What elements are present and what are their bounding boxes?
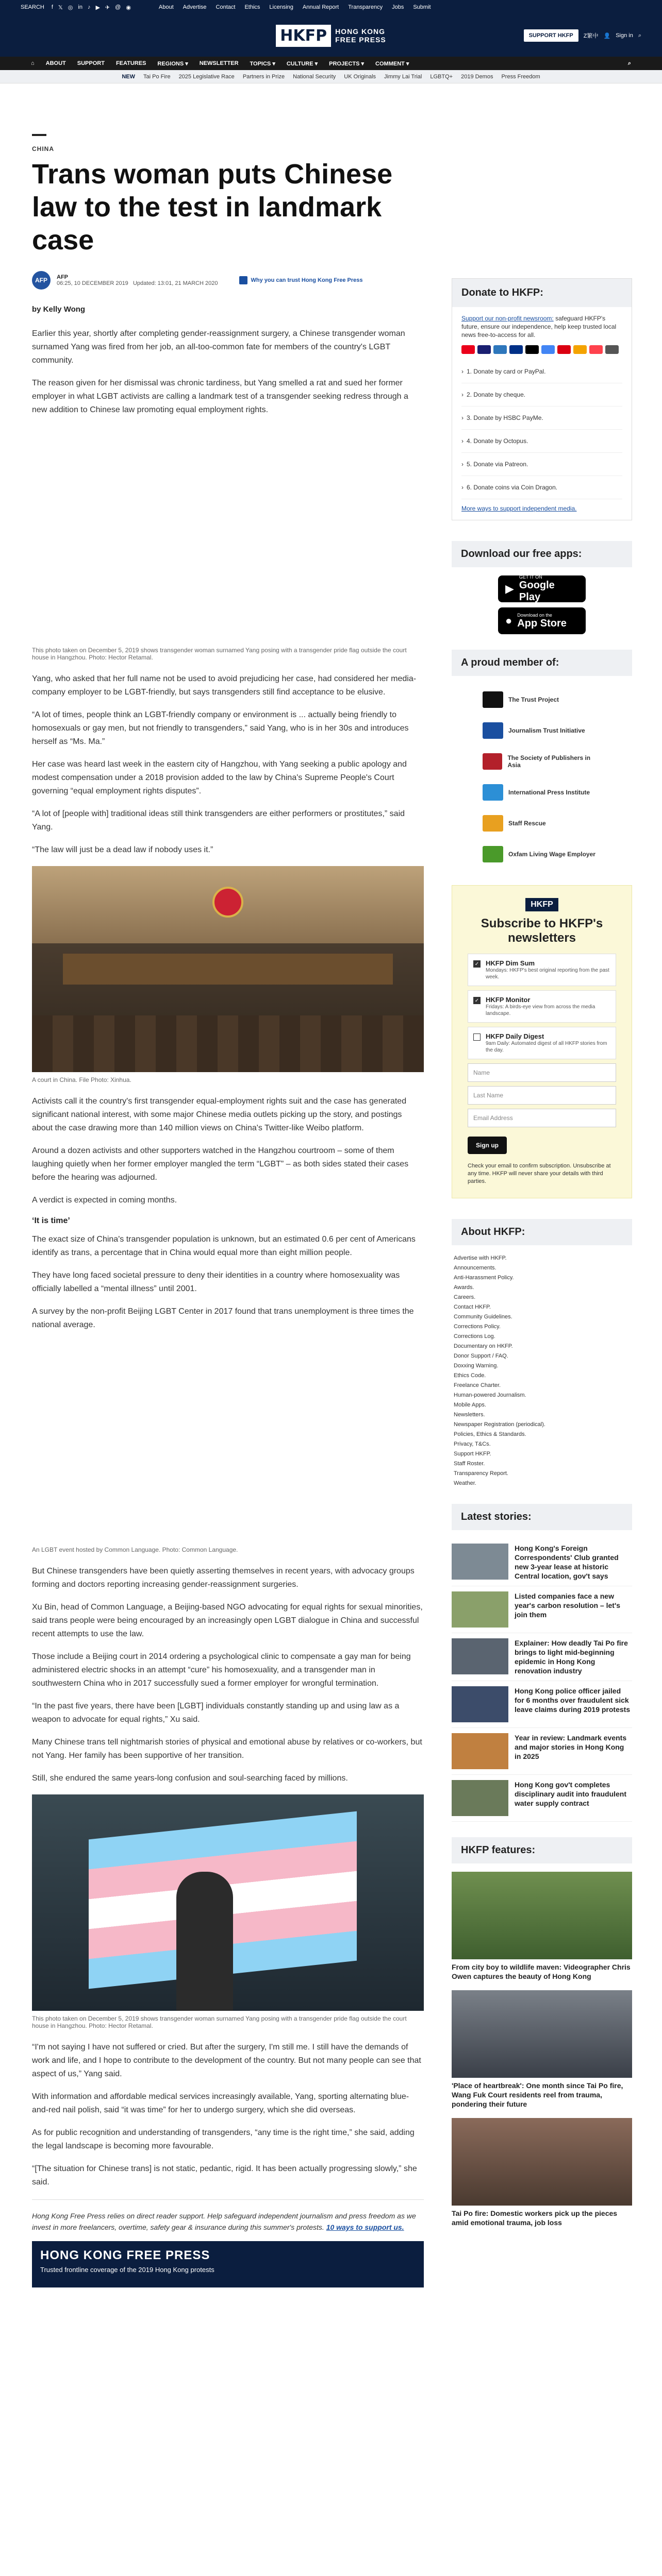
- nav-newsletter[interactable]: NEWSLETTER: [199, 60, 239, 66]
- link-transparency[interactable]: Transparency: [348, 4, 383, 10]
- about-link[interactable]: Doxxing Warning.: [454, 1363, 499, 1369]
- oxfam-icon: [483, 846, 503, 862]
- linkedin-icon[interactable]: in: [78, 4, 82, 10]
- donate-option[interactable]: › 5. Donate via Patreon.: [461, 453, 622, 476]
- logo-line-1: HONG KONG: [335, 27, 385, 36]
- link-ethics[interactable]: Ethics: [244, 4, 260, 10]
- newsletter-box: [452, 885, 632, 1198]
- trust-label: Why you can trust Hong Kong Free Press: [251, 277, 363, 283]
- banner-title: HONG KONG FREE PRESS: [40, 2248, 210, 2262]
- feature-story[interactable]: Tai Po fire: Domestic workers pick up the pieces amid emotional trauma, job loss: [452, 2118, 632, 2227]
- image-caption: This photo taken on December 5, 2019 shows transgender woman surnamed Yang posing with a transgender pride flag outside the court house in Hangzhou. Photo: Hector Retamal.: [32, 2015, 407, 2029]
- paragraph: But Chinese transgenders have been quietly asserting themselves in recent years, with advocacy groups forming and doctors reporting increasing gender-reassignment surgeries.: [32, 1567, 415, 1589]
- arrow-icon: ›: [461, 461, 464, 468]
- article-meta: [32, 271, 424, 290]
- arrow-icon: ›: [461, 391, 464, 398]
- newsletter-fineprint: Check your email to confirm subscription. Unsubscribe at any time. HKFP will never share your details with third parties.: [468, 1163, 611, 1184]
- about-link[interactable]: Awards.: [454, 1284, 474, 1291]
- about-link[interactable]: Corrections Log.: [454, 1333, 495, 1340]
- mastercard-icon: [461, 345, 475, 354]
- donate-option[interactable]: › 6. Donate coins via Coin Dragon.: [461, 476, 622, 499]
- paragraph: “A lot of times, people think an LGBT-friendly company or environment is ... actually being friendly to homosexuals or gay men, but not friendly to transgenders,” said Yang, who is in her 30s and introduces herself as “Ms. Ma.”: [32, 710, 409, 746]
- link-about[interactable]: About: [158, 4, 174, 10]
- paragraph: As for public recognition and understanding of transgenders, “any time is the right time,” she said, adding the legal landscape is becoming more favourable.: [32, 2128, 415, 2150]
- publish-date: 06:25, 10 DECEMBER 2019: [57, 280, 128, 286]
- banner-subtitle: Trusted frontline coverage of the 2019 Hong Kong protests: [40, 2266, 214, 2274]
- support-link[interactable]: 10 ways to support us.: [326, 2223, 404, 2231]
- pride-flag-photo: [32, 1794, 424, 2011]
- signup-button[interactable]: Sign up: [468, 1137, 507, 1154]
- last-name-input[interactable]: Last Name: [468, 1086, 616, 1105]
- updated-date: Updated: 13:01, 21 MARCH 2020: [133, 280, 218, 286]
- paragraph: A survey by the non-profit Beijing LGBT Center in 2017 found that trans unemployment is three times the national average.: [32, 1307, 414, 1329]
- logo-line-2: FREE PRESS: [335, 36, 386, 44]
- newsletter-option-digest[interactable]: HKFP Daily Digest 9am Daily: Automated digest of all HKFP stories from the day.: [468, 1027, 616, 1059]
- arrow-icon: ›: [461, 484, 464, 491]
- brand-header: [0, 14, 662, 57]
- rss-icon[interactable]: ◉: [126, 4, 131, 11]
- paragraph: “[The situation for Chinese trans] is not static, pedantic, rigid. It has been actually progressing slowly,” she said.: [32, 2164, 417, 2187]
- paypal-icon: [509, 345, 523, 354]
- paragraph: Xu Bin, head of Common Language, a Beijing-based NGO advocating for equal rights for sexual minorities, said trans people were being encouraged by an increasingly open LGBT dialogue in China and successful recent attempts to use the law.: [32, 1603, 423, 1638]
- hot-topic[interactable]: 2025 Legislative Race: [178, 73, 235, 80]
- amex-icon: [493, 345, 507, 354]
- donate-title: Donate to HKFP:: [452, 279, 632, 307]
- hot-topic[interactable]: Tai Po Fire: [143, 73, 171, 80]
- more-ways-link[interactable]: More ways to support independent media.: [461, 505, 577, 512]
- article-image-placeholder: [32, 426, 424, 642]
- about-link[interactable]: Documentary on HKFP.: [454, 1343, 513, 1349]
- link-contact[interactable]: Contact: [216, 4, 236, 10]
- member-logo[interactable]: Staff Rescue: [452, 808, 632, 839]
- paragraph: Many Chinese trans tell nightmarish stories of physical and emotional abuse by relatives or co-workers, but not Yang. Her family has been supportive of her transition.: [32, 1738, 422, 1760]
- instagram-icon[interactable]: ◎: [68, 4, 73, 11]
- donate-box: [452, 278, 632, 520]
- promo-banner[interactable]: [32, 2241, 424, 2287]
- about-link[interactable]: Newsletters.: [454, 1412, 485, 1418]
- checkbox-checked-icon[interactable]: ✓: [473, 997, 481, 1004]
- section-heading: ‘It is time’: [32, 1216, 70, 1225]
- link-jobs[interactable]: Jobs: [392, 4, 404, 10]
- byline: by Kelly Wong: [32, 305, 86, 314]
- about-link[interactable]: Freelance Charter.: [454, 1382, 501, 1388]
- support-hkfp-button[interactable]: SUPPORT HKFP: [524, 29, 578, 42]
- payment-methods: [461, 345, 622, 354]
- paragraph: Activists call it the country's first transgender equal-employment rights suit and the case has generated significant national interest, with some major Chinese media outlets picking up the story, and postings about the case drawing more than 140 million views on China's Twitter-like Weibo platform.: [32, 1097, 407, 1132]
- donate-option[interactable]: › 2. Donate by cheque.: [461, 383, 622, 406]
- social-icons: [52, 4, 131, 11]
- about-section: [452, 1219, 632, 1488]
- about-link[interactable]: Careers.: [454, 1294, 476, 1300]
- trust-project-icon: [483, 691, 503, 708]
- about-link[interactable]: Support HKFP.: [454, 1451, 491, 1457]
- about-link[interactable]: Announcements.: [454, 1265, 496, 1271]
- x-icon[interactable]: 𝕏: [58, 4, 63, 11]
- home-icon[interactable]: ⌂: [31, 60, 35, 66]
- latest-story[interactable]: Listed companies face a new year's carbon resolution – let's join them: [452, 1586, 632, 1633]
- paragraph: “The law will just be a dead law if nobody uses it.”: [32, 845, 213, 854]
- about-link[interactable]: Weather.: [454, 1480, 476, 1486]
- newsletter-logo: HKFP: [525, 898, 558, 911]
- tiktok-icon[interactable]: ♪: [87, 4, 91, 10]
- about-list: [452, 1253, 632, 1488]
- header-actions: [524, 29, 641, 42]
- user-icon[interactable]: 👤: [603, 32, 611, 39]
- arrow-icon: ›: [461, 437, 464, 445]
- about-title: About HKFP:: [452, 1219, 632, 1245]
- support-footnote: [32, 2210, 424, 2233]
- features-title: HKFP features:: [452, 1837, 632, 1863]
- article-category[interactable]: CHINA: [32, 145, 54, 152]
- paragraph: Her case was heard last week in the eastern city of Hangzhou, with Yang seeking a public apology and modest compensation under a 2018 provision added to the law by China's Supreme People's Court governing “equal employment rights disputes”.: [32, 760, 407, 795]
- hot-label: NEW: [122, 73, 135, 80]
- donate-intro: safeguard HKFP's future, ensure our independence, help keep trusted local news free-to-access for all.: [461, 315, 617, 338]
- story-thumbnail: [452, 1638, 508, 1674]
- paragraph: Earlier this year, shortly after completing gender-reassignment surgery, a Chinese transgender woman surnamed Yang was fired from her job, an all-too-common fate for members of the country's LGBT community.: [32, 329, 405, 365]
- about-link[interactable]: Mobile Apps.: [454, 1402, 486, 1408]
- latest-story[interactable]: Year in review: Landmark events and major stories in Hong Kong in 2025: [452, 1728, 632, 1775]
- sidebar: [452, 278, 632, 2236]
- apps-title: Download our free apps:: [452, 541, 632, 567]
- about-link[interactable]: Transparency Report.: [454, 1470, 508, 1477]
- story-thumbnail: [452, 1686, 508, 1722]
- paragraph: “In the past five years, there have been [LGBT] individuals constantly standing up and using law as a weapon to advocate for equal rights,” Xu said.: [32, 1702, 400, 1724]
- latest-story[interactable]: Explainer: How deadly Tai Po fire brings to light mid-beginning epidemic in Hong Kong renovation industry: [452, 1633, 632, 1681]
- name-input[interactable]: Name: [468, 1063, 616, 1082]
- facebook-icon[interactable]: f: [51, 4, 53, 10]
- youtube-icon[interactable]: ▶: [95, 4, 100, 11]
- about-link[interactable]: Corrections Policy.: [454, 1324, 501, 1330]
- nav-culture[interactable]: CULTURE ▾: [286, 60, 318, 67]
- title-rule: [32, 134, 46, 136]
- link-submit[interactable]: Submit: [413, 4, 431, 10]
- payme-icon: [557, 345, 571, 354]
- search-link[interactable]: SEARCH: [21, 4, 44, 10]
- checkbox-checked-icon[interactable]: ✓: [473, 960, 481, 968]
- nav-topics[interactable]: TOPICS ▾: [250, 60, 275, 67]
- checkbox-unchecked-icon[interactable]: [473, 1033, 481, 1041]
- hot-topic[interactable]: UK Originals: [344, 73, 376, 80]
- member-logo[interactable]: Oxfam Living Wage Employer: [452, 839, 632, 870]
- member-logo[interactable]: The Society of Publishers in Asia: [452, 746, 632, 777]
- sopa-icon: [483, 753, 502, 770]
- feature-story[interactable]: From city boy to wildlife maven: Videographer Chris Owen captures the beauty of Hong Kong: [452, 1872, 632, 1981]
- latest-story[interactable]: Hong Kong's Foreign Correspondents' Club granted new 3-year lease at historic Central location, gov't says: [452, 1538, 632, 1586]
- link-licensing[interactable]: Licensing: [269, 4, 293, 10]
- features-section: [452, 1837, 632, 2227]
- staff-rescue-icon: [483, 815, 503, 832]
- arrow-icon: ›: [461, 368, 464, 375]
- apps-section: [452, 541, 632, 634]
- jti-icon: [483, 722, 503, 739]
- paragraph: “A lot of [people with] traditional ideas still think transgenders are either performers or prostitutes,” said Yang.: [32, 809, 405, 832]
- arrow-icon: ›: [461, 414, 464, 421]
- hot-topic[interactable]: Partners in Prize: [242, 73, 285, 80]
- members-title: A proud member of:: [452, 650, 632, 676]
- story-thumbnail: [452, 1591, 508, 1628]
- nav-search-icon[interactable]: ⌕: [627, 60, 631, 66]
- nav-features[interactable]: FEATURES: [115, 60, 146, 66]
- feature-image: [452, 1872, 632, 1959]
- about-link[interactable]: Staff Roster.: [454, 1461, 485, 1467]
- about-link[interactable]: Policies, Ethics & Standards.: [454, 1431, 526, 1437]
- paragraph: “I'm not saying I have not suffered or cried. But after the surgery, I'm still me. I still have the demands of work and life, and I hope to contribute to the development of the country. But not many people can see that aspect of us,” Yang said.: [32, 2043, 421, 2078]
- email-input[interactable]: Email Address: [468, 1109, 616, 1127]
- main-nav: [0, 57, 662, 70]
- about-link[interactable]: Anti-Harassment Policy.: [454, 1275, 514, 1281]
- paragraph: With information and affordable medical services increasingly available, Yang, sporting alternating blue-and-red nail polish, said “it was time” for her to undergo surgery, which she did overseas.: [32, 2092, 409, 2114]
- image-caption: A court in China. File Photo: Xinhua.: [32, 1076, 131, 1083]
- image-caption: An LGBT event hosted by Common Language. Photo: Common Language.: [32, 1546, 238, 1553]
- image-caption: This photo taken on December 5, 2019 shows transgender woman surnamed Yang posing with a transgender pride flag outside the court house in Hangzhou. Photo: Hector Retamal.: [32, 647, 407, 661]
- nav-support[interactable]: SUPPORT: [77, 60, 105, 66]
- member-logo[interactable]: Journalism Trust Initiative: [452, 715, 632, 746]
- courtroom-photo: [32, 866, 424, 1072]
- about-link[interactable]: Ethics Code.: [454, 1372, 486, 1379]
- paragraph: Those include a Beijing court in 2014 ordering a psychological clinic to compensate a gay man for being administered electric shocks in an attempt “cure” his homosexuality, and a transgender man in southwestern China who in 2017 successfully sued a former employer for wrongful termination.: [32, 1652, 411, 1688]
- google-play-icon: ▶: [505, 582, 514, 595]
- about-link[interactable]: Privacy, T&Cs.: [454, 1441, 491, 1447]
- article-main: [32, 134, 424, 2287]
- latest-story[interactable]: Hong Kong gov't completes disciplinary audit into fraudulent water supply contract: [452, 1775, 632, 1822]
- author-avatar[interactable]: AFP: [32, 271, 51, 290]
- donate-option[interactable]: › 3. Donate by HSBC PayMe.: [461, 406, 622, 430]
- link-advertise[interactable]: Advertise: [183, 4, 207, 10]
- trust-icon: [239, 276, 247, 284]
- top-utility-bar: [0, 0, 662, 14]
- members-section: [452, 650, 632, 870]
- octopus-icon: [573, 345, 587, 354]
- author-name[interactable]: AFP: [57, 274, 68, 280]
- paragraph: A verdict is expected in coming months.: [32, 1196, 177, 1205]
- ipi-icon: [483, 784, 503, 801]
- paragraph: The reason given for her dismissal was chronic tardiness, but Yang smelled a rat and sued her former employer in what LGBT activists are calling a landmark test of a transgender seeking redress through a new addition to Chinese law promoting equal employment rights.: [32, 379, 408, 414]
- story-thumbnail: [452, 1780, 508, 1816]
- signin-link[interactable]: Sign in: [616, 32, 633, 39]
- article-title: Trans woman puts Chinese law to the test in landmark case: [32, 159, 393, 256]
- emblem-icon: [212, 887, 243, 918]
- about-link[interactable]: Donor Support / FAQ.: [454, 1353, 508, 1359]
- paragraph: Around a dozen activists and other supporters watched in the Hangzhou courtroom – some of them laughing quietly when her former employer mangled the term “LGBT” – as both sides stated their cases before the hearing was adjourned.: [32, 1146, 409, 1182]
- about-link[interactable]: Community Guidelines.: [454, 1314, 512, 1320]
- latest-story[interactable]: Hong Kong police officer jailed for 6 months over fraudulent sick leave claims during 2019 protests: [452, 1681, 632, 1728]
- latest-section: [452, 1504, 632, 1822]
- member-logo[interactable]: International Press Institute: [452, 777, 632, 808]
- about-link[interactable]: Advertise with HKFP.: [454, 1255, 507, 1261]
- donate-option[interactable]: › 4. Donate by Octopus.: [461, 430, 622, 453]
- newsletter-option-dimsum[interactable]: ✓ HKFP Dim Sum Mondays: HKFP's best original reporting from the past week.: [468, 954, 616, 986]
- link-annual-report[interactable]: Annual Report: [302, 4, 339, 10]
- google-play-button[interactable]: ▶ GET IT ON Google Play: [498, 575, 586, 602]
- nav-regions[interactable]: REGIONS ▾: [157, 60, 188, 67]
- story-thumbnail: [452, 1544, 508, 1580]
- language-toggle[interactable]: Z繁中: [583, 33, 599, 39]
- paragraph: The exact size of China's transgender population is unknown, but an estimated 0.6 per cent of Americans identify as trans, a percentage that in China would equal more than eight million people.: [32, 1235, 416, 1257]
- visa-icon: [477, 345, 491, 354]
- article-image-placeholder: [32, 1341, 424, 1542]
- hot-topic[interactable]: Jimmy Lai Trial: [384, 73, 422, 80]
- hot-topic[interactable]: National Security: [293, 73, 336, 80]
- nav-about[interactable]: ABOUT: [45, 60, 66, 66]
- hot-topics-bar: [0, 70, 662, 83]
- member-logo[interactable]: The Trust Project: [452, 684, 632, 715]
- hot-topic[interactable]: Press Freedom: [501, 73, 540, 80]
- about-link[interactable]: Newspaper Registration (periodical).: [454, 1421, 545, 1428]
- about-link[interactable]: Contact HKFP.: [454, 1304, 491, 1310]
- coin-icon: [605, 345, 619, 354]
- utility-links: [159, 4, 431, 10]
- newsletter-title: Subscribe to HKFP's newsletters: [481, 917, 603, 945]
- story-thumbnail: [452, 1733, 508, 1769]
- hot-topic[interactable]: 2019 Demos: [461, 73, 493, 80]
- paragraph: They have long faced societal pressure to deny their identities in a country where homosexuality was officially labelled a “mental illness” until 2001.: [32, 1271, 400, 1293]
- app-store-button[interactable]: ● Download on the App Store: [498, 607, 586, 634]
- newsletter-option-monitor[interactable]: ✓ HKFP Monitor Fridays: A birds-eye view from across the media landscape.: [468, 990, 616, 1023]
- search-icon[interactable]: ⌕: [638, 32, 641, 39]
- feature-image: [452, 2118, 632, 2206]
- donate-intro-link[interactable]: Support our non-profit newsroom:: [461, 315, 554, 322]
- trust-link[interactable]: [239, 276, 362, 284]
- site-logo[interactable]: [276, 25, 386, 47]
- nav-comment[interactable]: COMMENT ▾: [375, 60, 409, 67]
- hot-topic[interactable]: LGBTQ+: [430, 73, 453, 80]
- about-link[interactable]: Human-powered Journalism.: [454, 1392, 526, 1398]
- apple-icon: ●: [505, 614, 512, 627]
- donate-option[interactable]: › 1. Donate by card or PayPal.: [461, 360, 622, 383]
- footnote-text: Hong Kong Free Press relies on direct reader support. Help safeguard independent journalism and press freedom as we invest in more freelancers, overtime, safety gear & insurance during this summer's protests.: [32, 2212, 416, 2231]
- threads-icon[interactable]: @: [115, 4, 121, 10]
- latest-title: Latest stories:: [452, 1504, 632, 1530]
- patreon-icon: [589, 345, 603, 354]
- paragraph: Still, she endured the same years-long confusion and soul-searching faced by millions.: [32, 1774, 348, 1783]
- logo-mark: HKFP: [276, 25, 331, 47]
- googlepay-icon: [541, 345, 555, 354]
- telegram-icon[interactable]: ✈: [105, 4, 110, 11]
- feature-image: [452, 1990, 632, 2078]
- paragraph: Yang, who asked that her full name not be used to avoid prejudicing her case, had considered her media-company employer to be LGBT-friendly, but says transgenders still find acceptance to be elusive.: [32, 674, 417, 697]
- feature-story[interactable]: 'Place of heartbreak': One month since Tai Po fire, Wang Fuk Court residents reel from trauma, pondering their future: [452, 1990, 632, 2109]
- applepay-icon: [525, 345, 539, 354]
- nav-projects[interactable]: PROJECTS ▾: [329, 60, 365, 67]
